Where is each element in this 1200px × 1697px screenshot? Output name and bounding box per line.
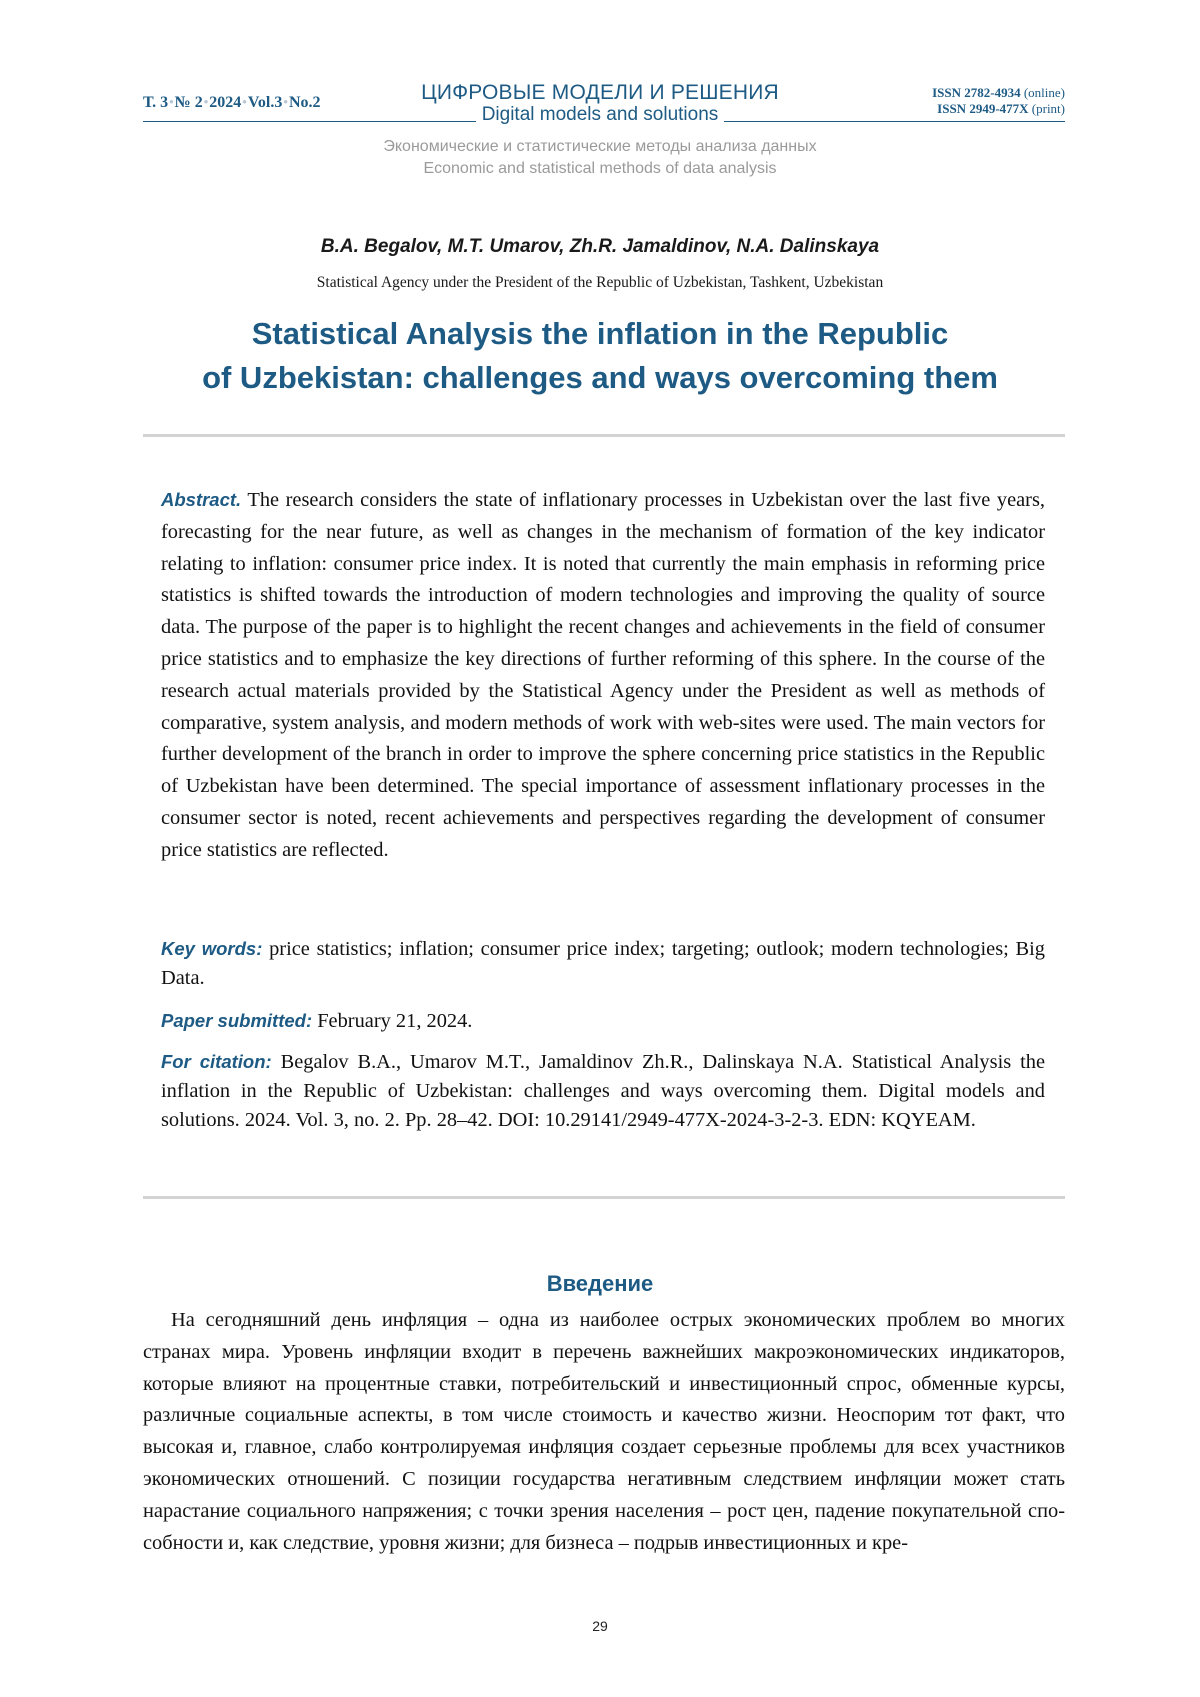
issn-online-tag: (online) [1024, 85, 1065, 100]
issn-block [880, 85, 1065, 117]
divider-top [143, 434, 1065, 437]
intro-paragraph: На сегодняшний день инфляция – одна из наиболее острых экономических проблем во многих странах мира. Уровень инфляции входит в перечень важнейших макроэкономи­ческих индикаторов, которые влияют на процентные ставки, потребительский и инвести­ционный спрос, обменные курсы, различные социальные аспекты, в том числе стоимость и качество жизни. Неоспорим тот факт, что высокая и, главное, слабо контролируемая инфляция создает серьезные проблемы для всех участников экономических отношений. С позиции государства негативным следствием инфляции может стать нарастание соци­ального напряжения; с точки зрения населения – рост цен, падение покупательной спо­собности и, как следствие, уровня жизни; для бизнеса – подрыв инвестиционных и кре- [143, 1305, 1065, 1559]
abstract-text: The research considers the state of inflationary processes in Uzbekistan over the last five years, forecasting for the near future, as well as changes in the mechanism of formation of the key indicator relating to inflation: consumer price index. It is noted that currently the main emphasis in reforming price statistics is shifted towards the introduction of modern technologies and improving the quality of source data. The purpose of the paper is to highlight the recent changes and achievements in the field of consumer price statistics and to emphasize the key directions of further reforming of this sphere. In the course of the research actual materials provided by the Statistical Agency under the President as well as methods of comparative, system analysis, and modern methods of work with web-sites were used. The main vectors for further development of the branch in order to improve the sphere concerning price statistics in the Republic of Uzbekistan have been determined. The special importance of assessment inflationary processes in the consumer sector is noted, re­cent achievements and perspectives regarding the development of consumer price statistics are reflected. [161, 489, 1045, 861]
issn-print-tag: (print) [1032, 101, 1065, 116]
article-authors: B.A. Begalov, M.T. Umarov, Zh.R. Jamaldinov, N.A. Dalinskaya [0, 236, 1200, 258]
author-affiliation: Statistical Agency under the President of the Republic of Uzbekistan, Tashkent, Uzbekistan [0, 274, 1200, 292]
number-en: No.2 [289, 94, 321, 111]
abstract-label: Abstract. [161, 489, 241, 510]
divider-bottom [143, 1196, 1065, 1199]
keywords-text: price statistics; inflation; consumer price index; targeting; outlook; modern technologies; Big Data. [161, 938, 1045, 989]
separator-dot: • [169, 94, 174, 109]
issue-year: 2024 [209, 94, 241, 111]
journal-title-ru: ЦИФРОВЫЕ МОДЕЛИ И РЕШЕНИЯ [410, 81, 790, 105]
submitted-label: Paper submitted: [161, 1010, 312, 1031]
journal-title-en: Digital models and solutions [476, 104, 725, 125]
page-number: 29 [0, 1618, 1200, 1634]
volume-en: Vol.3 [248, 94, 283, 111]
section-name-en: Economic and statistical methods of data analysis [0, 160, 1200, 178]
volume-ru: Т. 3 [143, 94, 168, 111]
keywords [161, 934, 1045, 993]
journal-title-en-wrap [410, 104, 790, 126]
article-title-line: of Uzbekistan: challenges and ways overcoming them [130, 356, 1070, 400]
citation [161, 1047, 1045, 1135]
paper-submitted [161, 1005, 1045, 1038]
citation-label: For citation: [161, 1051, 272, 1072]
number-ru: № 2 [175, 94, 203, 111]
issn-print [880, 101, 1065, 117]
issn-online-number: ISSN 2782-4934 [932, 85, 1021, 100]
issue-info [143, 94, 321, 112]
article-title-line: Statistical Analysis the inflation in the Republic [130, 312, 1070, 356]
submitted-date: February 21, 2024. [317, 1010, 472, 1032]
separator-dot: • [283, 94, 288, 109]
intro-heading: Введение [0, 1271, 1200, 1297]
issn-print-number: ISSN 2949-477X [937, 101, 1028, 116]
citation-text: Begalov B.A., Umarov M.T., Jamaldinov Zh.R., Dalinskaya N.A. Statistical Analysis the inflation in the Republic of Uzbekistan: challenges and ways overcoming them. Digital models and solutions. 2024. Vol. 3, no. 2. Pp. 28–42. DOI: 10.29141/2949-477X-2024-3-2-3. EDN: KQYEAM. [161, 1051, 1045, 1131]
abstract [161, 484, 1045, 867]
separator-dot: • [204, 94, 209, 109]
separator-dot: • [242, 94, 247, 109]
article-title [130, 312, 1070, 400]
section-name-ru: Экономические и статистические методы анализа данных [0, 138, 1200, 156]
issn-online [880, 85, 1065, 101]
keywords-label: Key words: [161, 938, 262, 959]
